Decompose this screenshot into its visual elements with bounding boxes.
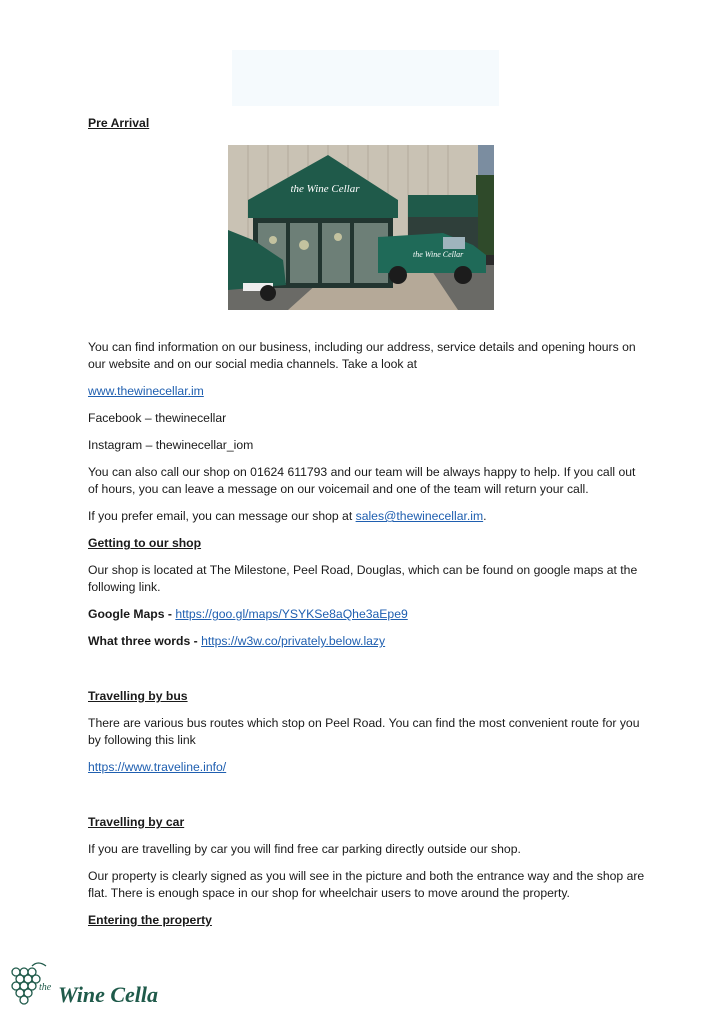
- website-link[interactable]: www.thewinecellar.im: [88, 384, 204, 398]
- heading-bus: Travelling by bus: [88, 689, 188, 703]
- traveline-link[interactable]: https://www.traveline.info/: [88, 760, 227, 774]
- facebook-text: Facebook – thewinecellar: [88, 411, 227, 425]
- w3w-paragraph: [88, 633, 648, 650]
- logo-text-small: the: [39, 982, 52, 993]
- car-text-2: Our property is clearly signed as you will see in the picture and both the entrance way and the shop are flat. There is enough space in our shop for wheelchair users to move around the property.: [88, 869, 645, 900]
- call-text: You can also call our shop on 01624 611793 and our team will be always happy to help. If you call out of hours, you can leave a message on our voicemail and one of the team will return your call.: [88, 465, 636, 496]
- email-suffix: .: [483, 509, 487, 523]
- car-text-1: If you are travelling by car you will find free car parking directly outside our shop.: [88, 842, 521, 856]
- logo-text: Wine Cellar: [58, 982, 158, 1007]
- email-link[interactable]: sales@thewinecellar.im: [355, 509, 484, 523]
- maps-link[interactable]: https://goo.gl/maps/YSYKSe8aQhe3aEpe9: [175, 607, 408, 621]
- heading-entering: Entering the property: [88, 913, 212, 927]
- van-text: the Wine Cellar: [413, 250, 464, 259]
- w3w-link[interactable]: https://w3w.co/privately.below.lazy: [201, 634, 386, 648]
- pre-arrival-intro: You can find information on our business, including our address, service details and opening hours on our website and on our social media channels. Take a look at: [88, 340, 636, 371]
- maps-label: Google Maps -: [88, 607, 176, 621]
- bus-text: There are various bus routes which stop on Peel Road. You can find the most convenient route for you by following this link: [88, 716, 640, 747]
- shop-location-text: Our shop is located at The Milestone, Peel Road, Douglas, which can be found on google maps at the following link.: [88, 563, 638, 594]
- shop-sign-text: the Wine Cellar: [290, 183, 360, 195]
- wine-cellar-logo: [6, 962, 158, 1020]
- header-banner: [232, 50, 499, 106]
- heading-car: Travelling by car: [88, 815, 185, 829]
- email-text: If you prefer email, you can message our shop at: [88, 509, 356, 523]
- email-paragraph: [88, 508, 648, 525]
- w3w-label: What three words -: [88, 634, 202, 648]
- instagram-text: Instagram – thewinecellar_iom: [88, 438, 254, 452]
- heading-pre-arrival: Pre Arrival: [88, 116, 150, 130]
- maps-paragraph: [88, 606, 648, 623]
- heading-getting-to-shop: Getting to our shop: [88, 536, 202, 550]
